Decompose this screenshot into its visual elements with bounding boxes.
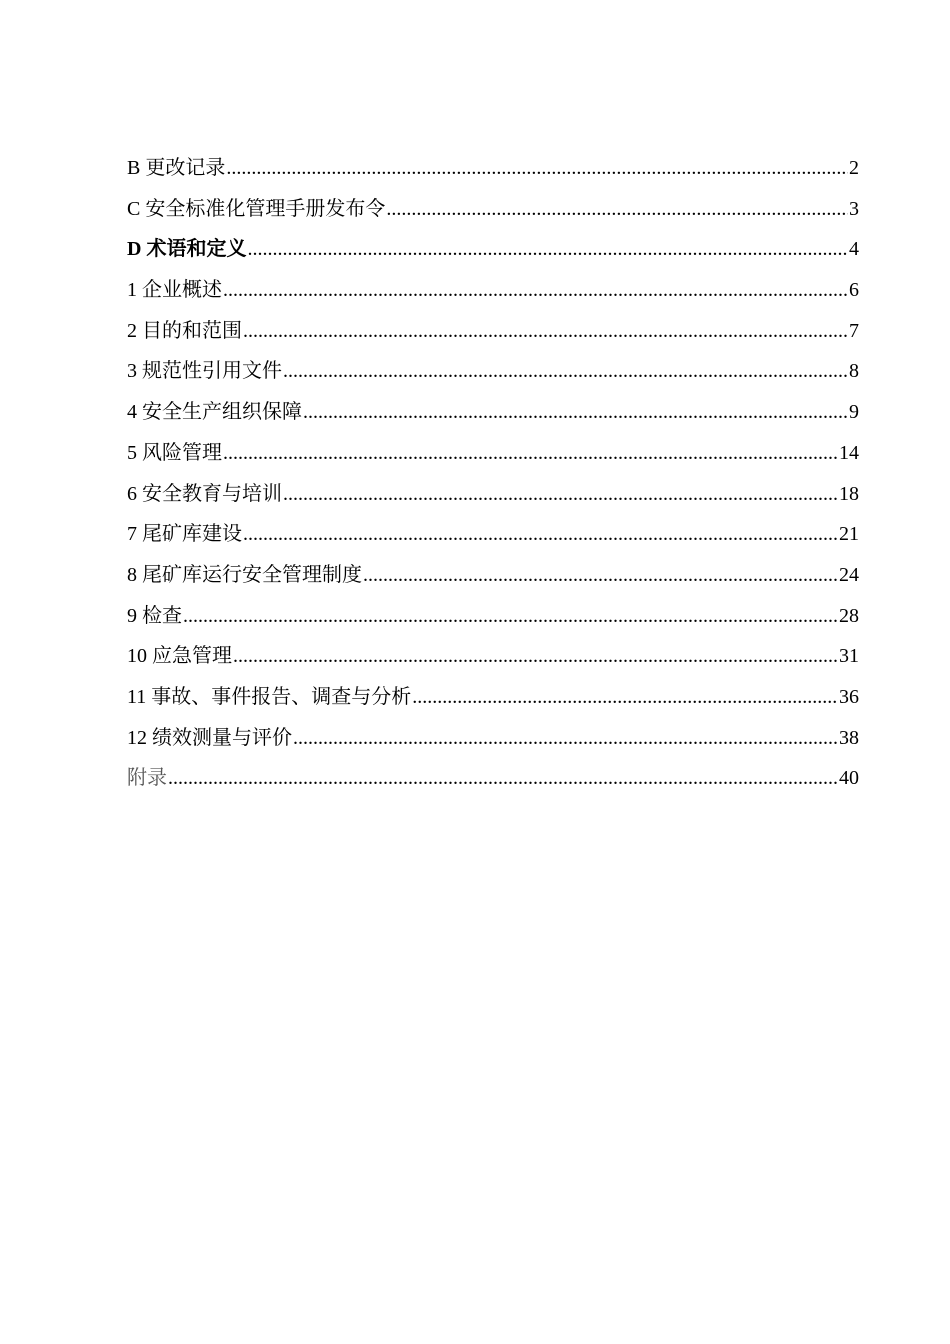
toc-entry-page: 28 xyxy=(839,604,859,627)
toc-entry[interactable] xyxy=(127,351,859,392)
toc-leader-dots xyxy=(293,718,838,759)
toc-entry-label: C 安全标准化管理手册发布令 xyxy=(127,197,386,220)
toc-leader-dots xyxy=(243,311,848,352)
toc-leader-dots xyxy=(226,148,848,189)
toc-entry[interactable] xyxy=(127,270,859,311)
toc-leader-dots xyxy=(303,392,848,433)
toc-entry[interactable] xyxy=(127,555,859,596)
toc-entry-page: 40 xyxy=(839,767,859,790)
toc-entry-label: B 更改记录 xyxy=(127,157,226,179)
toc-entry-label: 10 应急管理 xyxy=(127,645,232,668)
toc-entry-page: 6 xyxy=(849,279,859,302)
toc-entry-label: 5 风险管理 xyxy=(127,441,222,464)
toc-entry-label: 4 安全生产组织保障 xyxy=(127,401,302,424)
toc-leader-dots xyxy=(247,229,848,270)
toc-entry[interactable] xyxy=(127,392,859,433)
toc-entry-label: 9 检查 xyxy=(127,604,182,627)
toc-entry-page: 18 xyxy=(839,482,859,505)
toc-leader-dots xyxy=(183,596,838,637)
toc-entry-label: D 术语和定义 xyxy=(127,238,247,261)
toc-entry-page: 4 xyxy=(849,238,859,261)
toc-entry-label: 6 安全教育与培训 xyxy=(127,482,282,505)
toc-entry[interactable] xyxy=(127,596,859,637)
toc-leader-dots xyxy=(168,758,838,799)
toc-entry-page: 31 xyxy=(839,645,859,668)
toc-entry[interactable] xyxy=(127,311,859,352)
toc-entry-page: 9 xyxy=(849,401,859,424)
toc-entry-label: 3 规范性引用文件 xyxy=(127,360,282,383)
toc-entry[interactable] xyxy=(127,718,859,759)
toc-entry-page: 3 xyxy=(849,197,859,220)
toc-leader-dots xyxy=(283,351,848,392)
toc-entry-page: 21 xyxy=(839,523,859,546)
toc-leader-dots xyxy=(223,270,848,311)
toc-entry-label: 11 事故、事件报告、调查与分析 xyxy=(127,685,412,708)
toc-entry-page: 14 xyxy=(839,441,859,464)
toc-leader-dots xyxy=(233,636,838,677)
toc-entry[interactable] xyxy=(127,433,859,474)
toc-entry-label: 7 尾矿库建设 xyxy=(127,523,242,546)
toc-entry[interactable] xyxy=(127,189,859,230)
toc-entry-page: 8 xyxy=(849,360,859,383)
toc-leader-dots xyxy=(283,474,838,515)
toc-leader-dots xyxy=(412,677,838,718)
toc-entry-label: 8 尾矿库运行安全管理制度 xyxy=(127,563,362,586)
toc-entry-page: 24 xyxy=(839,563,859,586)
toc-entry[interactable] xyxy=(127,758,859,799)
toc-entry-page: 7 xyxy=(849,319,859,342)
toc-entry[interactable] xyxy=(127,229,859,270)
toc-entry-label: 附录 xyxy=(127,767,167,790)
toc-entry-label: 12 绩效测量与评价 xyxy=(127,726,292,749)
toc-leader-dots xyxy=(386,189,848,230)
toc-entry-page: 36 xyxy=(839,685,859,708)
toc-leader-dots xyxy=(223,433,838,474)
toc-leader-dots xyxy=(363,555,838,596)
toc-entry-page: 38 xyxy=(839,726,859,749)
table-of-contents xyxy=(127,148,859,799)
toc-entry-label: 2 目的和范围 xyxy=(127,319,242,342)
toc-entry[interactable] xyxy=(127,677,859,718)
toc-entry[interactable] xyxy=(127,514,859,555)
toc-entry[interactable] xyxy=(127,636,859,677)
toc-entry-label: 1 企业概述 xyxy=(127,279,222,302)
toc-entry[interactable] xyxy=(127,148,859,189)
toc-leader-dots xyxy=(243,514,838,555)
toc-entry-page: 2 xyxy=(849,157,859,179)
toc-entry[interactable] xyxy=(127,474,859,515)
